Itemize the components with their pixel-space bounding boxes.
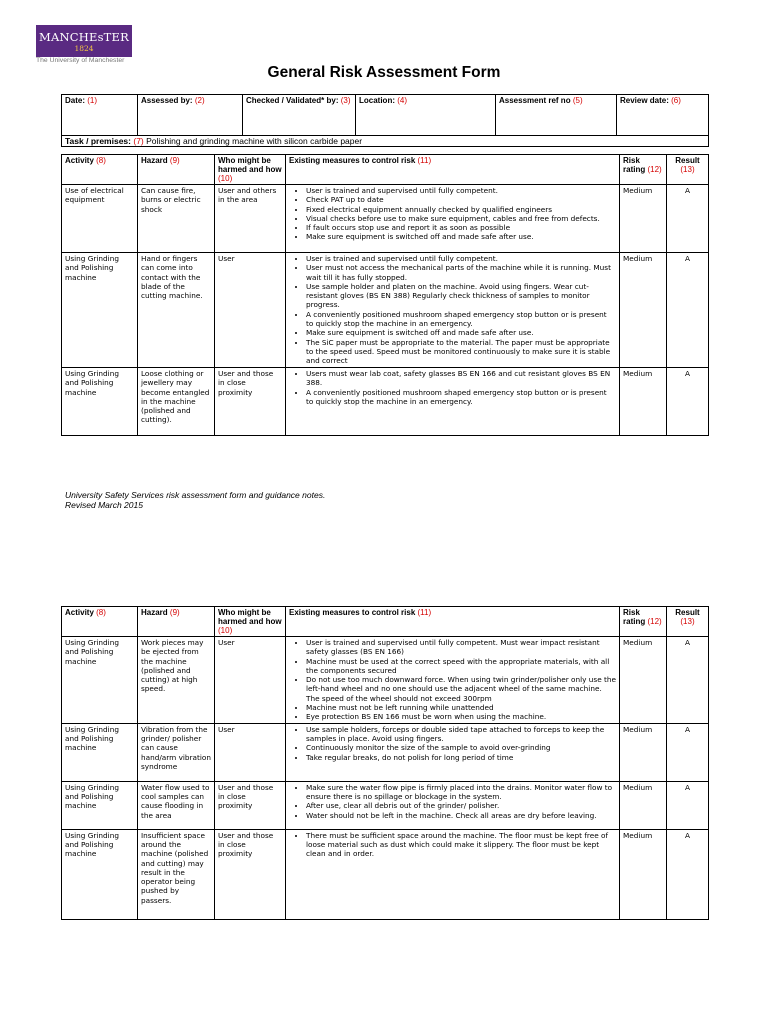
measures-cell	[286, 185, 620, 253]
measures-list	[289, 783, 616, 820]
measure-item: • User is trained and supervised until fully competent. Must wear impact resistant safety glasses (BS EN 166)	[306, 638, 616, 657]
header-table	[61, 94, 709, 147]
activity-cell: Using Grinding and Polishing machine	[62, 723, 138, 781]
measure-item: • Check PAT up to date	[306, 195, 616, 204]
measure-item: • User is trained and supervised until fully competent.	[306, 186, 616, 195]
logo-year: 1824	[74, 44, 94, 53]
hazard-cell: Vibration from the grinder/ polisher can cause hand/arm vibration syndrome	[138, 723, 215, 781]
measure-item: • A conveniently positioned mushroom shaped emergency stop button or is present to quickly stop the machine in an emergency.	[306, 310, 616, 329]
risk-rating-cell: Medium	[620, 637, 667, 724]
result-cell: A	[667, 253, 709, 368]
measure-item: • If fault occurs stop use and report it as soon as possible	[306, 223, 616, 232]
measure-item: • User must not access the mechanical parts of the machine while it is running. Must wait till it has fully stopped.	[306, 263, 616, 282]
measure-item: • Use sample holders, forceps or double sided tape attached to forceps to keep the samples in place. Avoid using fingers.	[306, 725, 616, 744]
col-activity: Activity (8)	[62, 607, 138, 637]
measure-item: • Visual checks before use to make sure equipment, cables and free from defects.	[306, 214, 616, 223]
measure-item: • Make sure the water flow pipe is firmly placed into the drains. Monitor water flow to ensure there is no spillage or blockage in the system.	[306, 783, 616, 802]
page-title: General Risk Assessment Form	[267, 64, 501, 81]
footer-note	[65, 490, 325, 510]
table-row	[62, 368, 709, 436]
measures-cell	[286, 723, 620, 781]
footer-line-2: Revised March 2015	[65, 500, 143, 510]
who-cell: User and those in close proximity	[215, 781, 286, 829]
activity-cell: Using Grinding and Polishing machine	[62, 368, 138, 436]
measures-cell	[286, 829, 620, 919]
result-cell: A	[667, 185, 709, 253]
measure-item: • Users must wear lab coat, safety glasses BS EN 166 and cut resistant gloves BS EN 388.	[306, 369, 616, 388]
logo-name: MANCHEsTER	[39, 30, 129, 44]
risk-rating-cell: Medium	[620, 185, 667, 253]
table-row	[62, 185, 709, 253]
measure-item: • Machine must not be left running while unattended	[306, 703, 616, 712]
task-premises-field: Task / premises: (7) Polishing and grinding machine with silicon carbide paper	[62, 136, 709, 147]
hazard-cell: Loose clothing or jewellery may become entangled in the machine (polished and cutting).	[138, 368, 215, 436]
table-row	[62, 253, 709, 368]
who-cell: User and those in close proximity	[215, 829, 286, 919]
measures-cell	[286, 637, 620, 724]
measures-list	[289, 186, 616, 242]
measure-item: • The SiC paper must be appropriate to the material. The paper must be appropriate to the speed used. Speed must be monitored continuously to make sure it is stable and correct	[306, 338, 616, 366]
risk-table-1	[61, 154, 709, 436]
col-result: Result (13)	[667, 155, 709, 185]
hazard-cell: Hand or fingers can come into contact with the blade of the cutting machine.	[138, 253, 215, 368]
measures-list	[289, 254, 616, 366]
table-row	[62, 829, 709, 919]
col-measures: Existing measures to control risk (11)	[286, 155, 620, 185]
result-cell: A	[667, 637, 709, 724]
measures-list	[289, 831, 616, 859]
activity-cell: Using Grinding and Polishing machine	[62, 637, 138, 724]
table-row	[62, 781, 709, 829]
measure-item: • Take regular breaks, do not polish for long period of time	[306, 753, 616, 762]
measure-item: • There must be sufficient space around the machine. The floor must be kept free of loose material such as dust which could make it slippery. The floor must be kept clean and in order.	[306, 831, 616, 859]
hazard-cell: Work pieces may be ejected from the machine (polished and cutting) at high speed.	[138, 637, 215, 724]
risk-rating-cell: Medium	[620, 368, 667, 436]
measure-item: • Do not use too much downward force. When using twin grinder/polisher only use the left-hand wheel and no one should use the adjacent wheel of the same machine. The speed of the wheel should not exceed 300rpm	[306, 675, 616, 703]
measure-item: • Machine must be used at the correct speed with the appropriate materials, with all the components secured	[306, 657, 616, 676]
activity-cell: Using Grinding and Polishing machine	[62, 253, 138, 368]
risk-rating-cell: Medium	[620, 781, 667, 829]
measures-list	[289, 638, 616, 722]
col-measures: Existing measures to control risk (11)	[286, 607, 620, 637]
review-date-field: Review date: (6)	[617, 95, 709, 136]
result-cell: A	[667, 368, 709, 436]
hazard-cell: Can cause fire, burns or electric shock	[138, 185, 215, 253]
measure-item: • Eye protection BS EN 166 must be worn when using the machine.	[306, 712, 616, 721]
measure-item: • Make sure equipment is switched off and made safe after use.	[306, 328, 616, 337]
measure-item: • Continuously monitor the size of the sample to avoid over-grinding	[306, 743, 616, 752]
risk-rating-cell: Medium	[620, 723, 667, 781]
measures-cell	[286, 781, 620, 829]
col-rating: Risk rating (12)	[620, 155, 667, 185]
col-who: Who might be harmed and how (10)	[215, 607, 286, 637]
result-cell: A	[667, 723, 709, 781]
footer-line-1: University Safety Services risk assessment form and guidance notes.	[65, 490, 326, 500]
measures-cell	[286, 253, 620, 368]
hazard-cell: Insufficient space around the machine (polished and cutting) may result in the operator being pushed by passers.	[138, 829, 215, 919]
table-row	[62, 723, 709, 781]
measure-item: • Use sample holder and platen on the machine. Avoid using fingers. Wear cut-resistant gloves (BS EN 388) Regularly check thickness of samples to monitor progress.	[306, 282, 616, 310]
measure-item: • A conveniently positioned mushroom shaped emergency stop button or is present to quickly stop the machine in an emergency.	[306, 388, 616, 407]
col-who: Who might be harmed and how (10)	[215, 155, 286, 185]
risk-table-2	[61, 606, 709, 920]
who-cell: User and those in close proximity	[215, 368, 286, 436]
activity-cell: Using Grinding and Polishing machine	[62, 829, 138, 919]
assessed-by-field: Assessed by: (2)	[138, 95, 243, 136]
measures-cell	[286, 368, 620, 436]
date-field: Date: (1)	[62, 95, 138, 136]
assessment-ref-field: Assessment ref no (5)	[496, 95, 617, 136]
activity-cell: Use of electrical equipment	[62, 185, 138, 253]
col-rating: Risk rating (12)	[620, 607, 667, 637]
measure-item: • After use, clear all debris out of the grinder/ polisher.	[306, 801, 616, 810]
logo-subtitle: The University of Manchester	[36, 57, 125, 64]
risk-rating-cell: Medium	[620, 253, 667, 368]
activity-cell: Using Grinding and Polishing machine	[62, 781, 138, 829]
who-cell: User	[215, 253, 286, 368]
measure-item: • Water should not be left in the machine. Check all areas are dry before leaving.	[306, 811, 616, 820]
location-field: Location: (4)	[356, 95, 496, 136]
measure-item: • Make sure equipment is switched off and made safe after use.	[306, 232, 616, 241]
col-result: Result (13)	[667, 607, 709, 637]
result-cell: A	[667, 781, 709, 829]
col-activity: Activity (8)	[62, 155, 138, 185]
result-cell: A	[667, 829, 709, 919]
col-hazard: Hazard (9)	[138, 607, 215, 637]
university-logo	[36, 25, 132, 57]
measure-item: • Fixed electrical equipment annually checked by qualified engineers	[306, 205, 616, 214]
who-cell: User and others in the area	[215, 185, 286, 253]
measures-list	[289, 725, 616, 762]
table-row	[62, 637, 709, 724]
checked-by-field: Checked / Validated* by: (3)	[243, 95, 356, 136]
col-hazard: Hazard (9)	[138, 155, 215, 185]
hazard-cell: Water flow used to cool samples can cause flooding in the area	[138, 781, 215, 829]
who-cell: User	[215, 723, 286, 781]
measure-item: • User is trained and supervised until fully competent.	[306, 254, 616, 263]
who-cell: User	[215, 637, 286, 724]
risk-rating-cell: Medium	[620, 829, 667, 919]
measures-list	[289, 369, 616, 406]
